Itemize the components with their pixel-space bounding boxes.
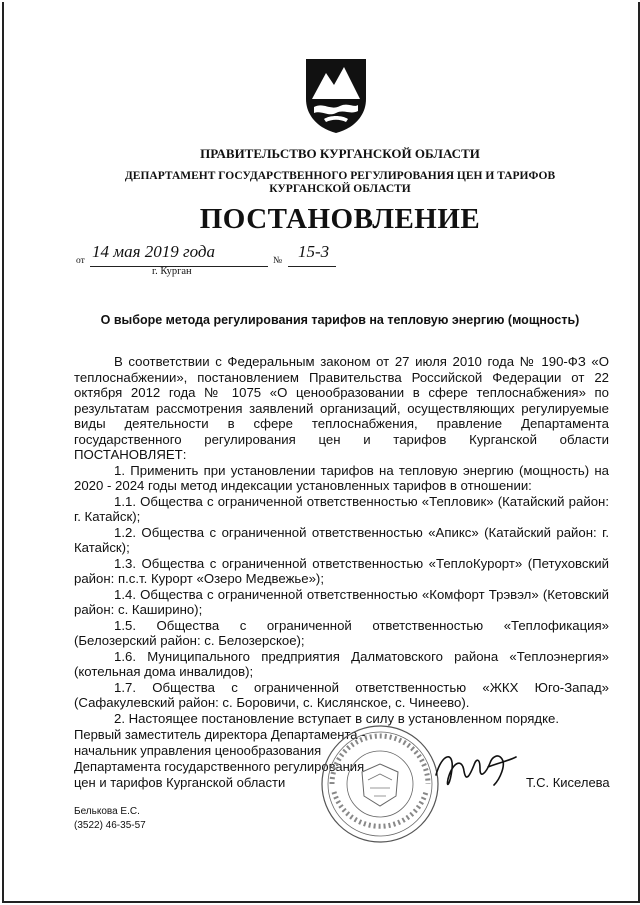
paragraph-1-4: 1.4. Общества с ограниченной ответственностью «Комфорт Трэвэл» (Кетовский район: с. Каширино); — [74, 586, 609, 617]
paragraph-2: 2. Настоящее постановление вступает в силу в установленном порядке. — [114, 710, 560, 726]
number-label: № — [273, 256, 283, 266]
paragraph-1-2: 1.2. Общества с ограниченной ответственностью «Апикс» (Катайский район: г. Катайск); — [74, 524, 609, 555]
document-type-title: ПОСТАНОВЛЕНИЕ — [199, 203, 481, 235]
paragraph-1-3: 1.3. Общества с ограниченной ответственностью «ТеплоКурорт» (Петуховский район: п.с.т. Курорт «Озеро Медвежье»); — [74, 555, 609, 586]
document-body — [74, 354, 609, 726]
intro-paragraph: В соответствии с Федеральным законом от 27 июля 2010 года № 190-ФЗ «О теплоснабжении», постановлением Правительства Российской Федерации от 22 октября 2012 года № 1075 «О ценообразовании в сфере теплоснабжения» по результатам рассмотрения заявлений организаций, осуществляющих регулируемые виды деятельности в сфере теплоснабжения, правление Департамента государственного регулирования цен и тарифов Курганской области ПОСТАНОВЛЯЕТ: — [74, 354, 609, 462]
paragraph-1-6: 1.6. Муниципального предприятия Далматовского района «Теплоэнергия» (котельная дома инвалидов); — [74, 648, 609, 679]
paragraph-1-1: 1.1. Общества с ограниченной ответственностью «Тепловик» (Катайский район: г. Катайск); — [74, 493, 609, 524]
signatory-line-1: Первый заместитель директора Департамента - — [74, 727, 366, 742]
handwritten-signature-icon — [432, 745, 518, 795]
department-region: КУРГАНСКОЙ ОБЛАСТИ — [269, 183, 411, 195]
contact-block — [74, 805, 146, 833]
department-name: ДЕПАРТАМЕНТ ГОСУДАРСТВЕННОГО РЕГУЛИРОВАНИЯ ЦЕН И ТАРИФОВ — [124, 170, 556, 182]
contact-phone: (3522) 46-35-57 — [74, 820, 146, 831]
city: г. Курган — [152, 266, 192, 277]
number-value: 15-3 — [298, 242, 330, 261]
official-round-seal-icon — [318, 722, 442, 846]
paragraph-1-7: 1.7. Общества с ограниченной ответственностью «ЖКХ Юго-Запад» (Сафакулевский район: с. Боровичи, с. Кислянское, с. Чинеево). — [74, 679, 609, 710]
date-value: 14 мая 2019 года — [92, 242, 216, 261]
signatory-name: Т.С. Киселева — [526, 775, 610, 790]
number-field — [288, 242, 336, 267]
document-subject: О выборе метода регулирования тарифов на тепловую энергию (мощность) — [100, 313, 580, 327]
kurgan-coat-of-arms-icon — [300, 55, 372, 135]
signatory-line-3: Департамента государственного регулирования — [74, 759, 365, 774]
signatory-line-2: начальник управления ценообразования — [74, 743, 322, 758]
date-field — [90, 242, 268, 267]
signatory-line-4: цен и тарифов Курганской области — [74, 775, 286, 790]
government-name: ПРАВИТЕЛЬСТВО КУРГАНСКОЙ ОБЛАСТИ — [200, 146, 480, 161]
paragraph-1: 1. Применить при установлении тарифов на тепловую энергию (мощность) на 2020 - 2024 годы метод индексации установленных тарифов в отношении: — [74, 462, 609, 493]
contact-name: Белькова Е.С. — [74, 806, 140, 817]
from-label: от — [76, 256, 85, 266]
paragraph-1-5: 1.5. Общества с ограниченной ответственностью «Теплофикация» (Белозерский район: с. Белозерское); — [74, 617, 609, 648]
